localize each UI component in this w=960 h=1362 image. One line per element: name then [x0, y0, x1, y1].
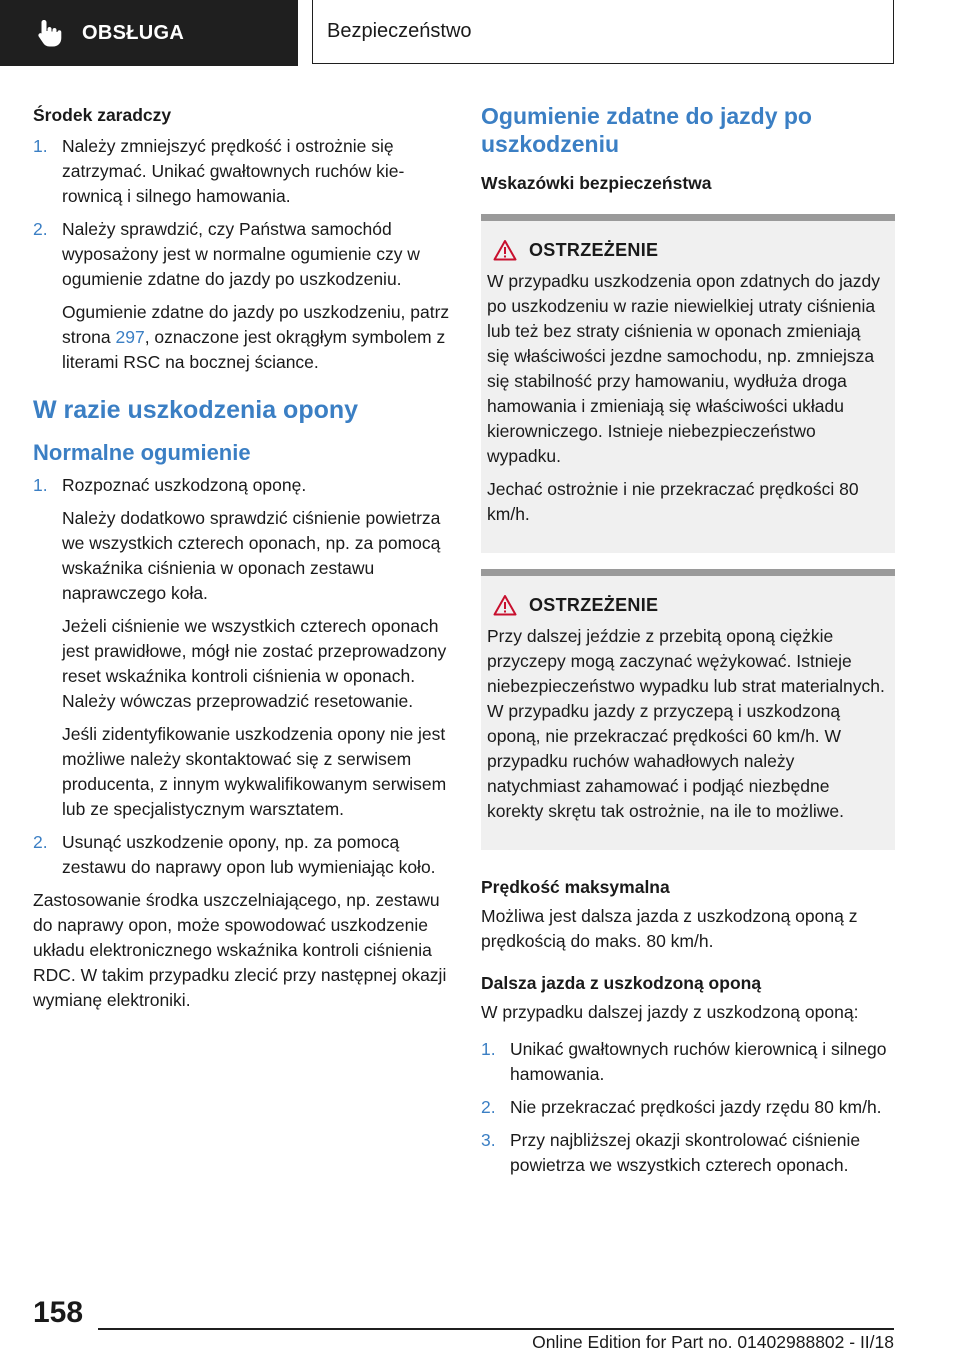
- left-column: [33, 102, 451, 1013]
- max-speed-text: Możliwa jest dalsza jazda z uszkodzoną oponą z prędkością do maks. 80 km/h.: [481, 906, 858, 951]
- list-item: [481, 1095, 895, 1120]
- list-number: 1.: [33, 475, 48, 495]
- footer-divider: [98, 1328, 894, 1330]
- list-item: [33, 134, 451, 209]
- page-link-297[interactable]: 297: [115, 327, 145, 347]
- continue-heading: Dalsza jazda z uszkodzoną oponą: [481, 973, 762, 993]
- list-number: 3.: [481, 1130, 496, 1150]
- sealant-note: Zastosowanie środka uszczelniającego, np. zestawu do naprawy opon, może spowodować uszkodzenie układu elektronicznego wskaźnika kontroli ciśnienia RDC. W takim przypadku zlecić przy następnej okazji wymianę elektroniki.: [33, 890, 447, 1010]
- rsc-heading: Ogumienie zdatne do jazdy po uszkodzeniu: [481, 103, 812, 157]
- list-text: Unikać gwałtownych ruchów kierownicą i silnego hamowania.: [510, 1039, 887, 1084]
- warning-text: W przypadku uszkodzenia opon zdatnych do jazdy po uszkodzeniu w razie niewielkiej utraty ciśnienia lub też bez straty ciśnienia w oponach zmieniają się właściwości jezdne samochodu, np. zmniejsza się stabilność przy hamowaniu, wydłuża droga hamowania i zmieniają się właściwości układu kierowniczego. Istnieje niebezpieczeństwo wypadku.: [487, 271, 881, 466]
- warning-text: Jechać ostrożnie i nie przekraczać prędkości 80 km/h.: [487, 479, 859, 524]
- warning-box: [481, 569, 895, 850]
- warning-triangle-icon: [493, 239, 517, 261]
- list-item: [33, 217, 451, 292]
- right-column: [481, 102, 895, 1186]
- damage-heading: W razie uszkodzenia opony: [33, 396, 359, 424]
- warning-box: [481, 214, 895, 553]
- list-text: Należy sprawdzić, czy Państwa samochód wyposażony jest w normalne ogumienie czy w ogumienie zdatne do jazdy po uszkodzeniu.: [62, 219, 420, 289]
- step-detail: Należy dodatkowo sprawdzić ciśnienie powietrza we wszystkich czterech oponach, np. za pomocą wskaźnika ciśnienia w oponach zestawu naprawczego koła.: [62, 508, 441, 603]
- safety-heading: Wskazówki bezpieczeństwa: [481, 173, 712, 193]
- warning-header: [493, 594, 885, 616]
- list-text: Usunąć uszkodzenie opony, np. za pomocą zestawu do naprawy opon lub wymieniając koło.: [62, 832, 436, 877]
- list-number: 2.: [33, 219, 48, 239]
- chapter-tab: [312, 0, 894, 64]
- normal-tyres-heading: Normalne ogumienie: [33, 440, 251, 465]
- list-text: Przy najbliższej okazji skontrolować ciśnienie powietrza we wszystkich czterech oponach.: [510, 1130, 861, 1175]
- hand-pointer-icon: [36, 18, 64, 48]
- list-number: 2.: [481, 1097, 496, 1117]
- section-tab: [0, 0, 298, 66]
- warning-title: OSTRZEŻENIE: [529, 594, 659, 615]
- list-item: [481, 1128, 895, 1178]
- list-item: [481, 1037, 895, 1087]
- continue-intro: W przypadku dalszej jazdy z uszkodzoną oponą:: [481, 1002, 859, 1022]
- section-tab-label: OBSŁUGA: [82, 21, 185, 44]
- page-header: [0, 0, 960, 66]
- list-item: [33, 473, 451, 498]
- step-detail: Jeżeli ciśnienie we wszystkich czterech oponach jest prawidłowe, mógł nie zostać przeprowadzony reset wskaźnika kontroli ciśnienia w oponach. Należy wówczas przeprowadzić resetowanie.: [62, 616, 447, 711]
- warning-title: OSTRZEŻENIE: [529, 239, 659, 260]
- list-text: Rozpoznać uszkodzoną oponę.: [62, 475, 307, 495]
- step-detail: Jeśli zidentyfikowanie uszkodzenia opony nie jest możliwe należy skontaktować się z serwisem producenta, z innym wykwalifikowanym serwisem lub ze specjalistycznym warsztatem.: [62, 724, 447, 819]
- list-item: [33, 830, 451, 880]
- warning-triangle-icon: [493, 594, 517, 616]
- page-number: 158: [33, 1296, 84, 1329]
- rsc-note-text-end: , oznaczone jest okrągłym symbolem z literami RSC na bocznej ściance.: [62, 327, 446, 372]
- rsc-note-text: Ogumienie zdatne do jazdy po uszkodzeniu, patrz strona: [62, 302, 450, 347]
- list-number: 1.: [481, 1039, 496, 1059]
- list-number: 2.: [33, 832, 48, 852]
- list-text: Należy zmniejszyć prędkość i ostrożnie się zatrzymać. Unikać gwałtownych ruchów kierownicą i silnego hamowania.: [62, 136, 405, 206]
- list-text: Nie przekraczać prędkości jazdy rzędu 80 km/h.: [510, 1097, 882, 1117]
- chapter-tab-label: Bezpieczeństwo: [327, 20, 472, 42]
- max-speed-heading: Prędkość maksymalna: [481, 877, 670, 897]
- remedy-heading: Środek zaradczy: [33, 105, 172, 125]
- list-number: 1.: [33, 136, 48, 156]
- rsc-note: [62, 300, 451, 375]
- warning-header: [493, 239, 885, 261]
- edition-text: Online Edition for Part no. 01402988802 - II/18: [532, 1332, 894, 1352]
- warning-text: Przy dalszej jeździe z przebitą oponą ciężkie przyczepy mogą zaczynać wężykować. Istnieje niebezpieczeństwo wypadku lub strat materialnych. W przypadku jazdy z przyczepą i uszkodzoną oponą, nie przekraczać prędkości 60 km/h. W przypadku ruchów wahadłowych należy natychmiast zahamować i podjąć niezbędne korekty skrętu tak ostrożnie, na ile to możliwe.: [487, 626, 885, 821]
